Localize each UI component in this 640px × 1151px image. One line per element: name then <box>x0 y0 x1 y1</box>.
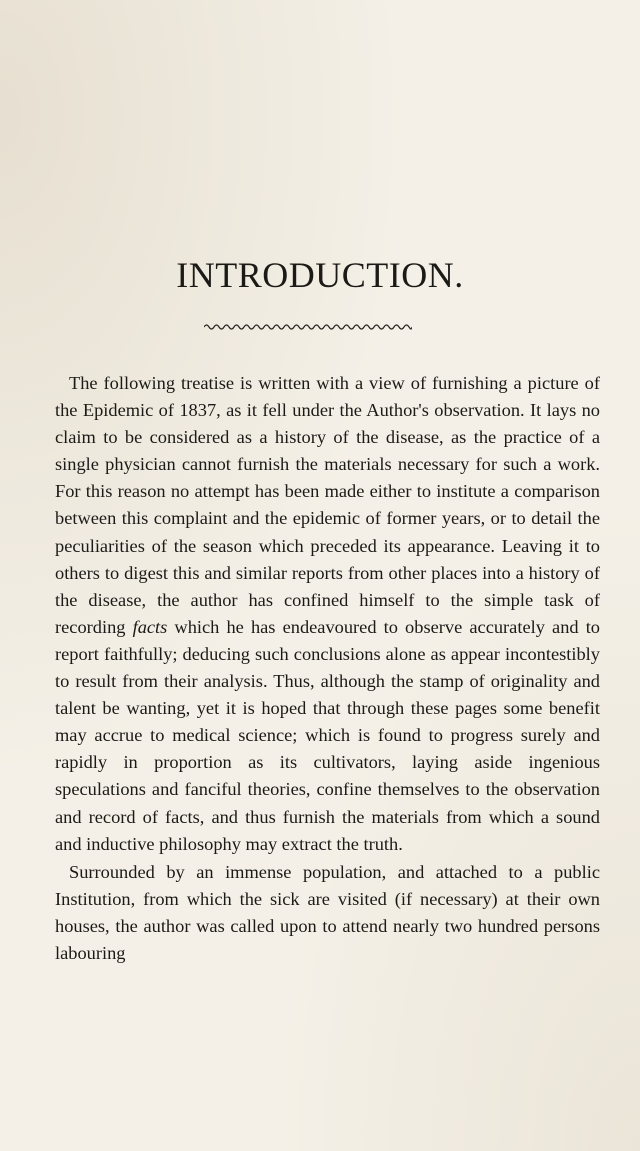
paragraph-1-text-end: which he has endeavoured to observe accurately and to report faithfully; deducing such conclusions alone as appear incontestibly to result from their analysis. Thus, although the stamp of originality and talent be wanting, yet it is hoped that through these pages some benefit may accrue to medical science; which is found to progress surely and rapidly in proportion as its cultivators, laying aside ingenious speculations and fanciful theories, confine themselves to the observation and record of facts, and thus furnish the materials from which a sound and inductive philosophy may extract the truth. <box>55 616 600 854</box>
paragraph-1 <box>55 370 600 858</box>
decorative-wavy-rule <box>204 322 412 332</box>
body-text <box>55 370 600 967</box>
paragraph-1-emphasis: facts <box>132 616 168 637</box>
paragraph-2-text: Surrounded by an immense population, and attached to a public Institution, from which the sick are visited (if necessary) at their own houses, the author was called upon to attend nearly two hundred persons labouring <box>55 861 600 963</box>
page-heading: INTRODUCTION. <box>176 255 464 295</box>
paragraph-1-text-start: The following treatise is written with a view of furnishing a picture of the Epidemic of 1837, as it fell under the Author's observation. It lays no claim to be considered as a history of the disease, as the practice of a single physician cannot furnish the materials necessary for such a work. For this reason no attempt has been made either to institute a comparison between this complaint and the epidemic of former years, or to detail the peculiarities of the season which preceded its appearance. Leaving it to others to digest this and similar reports from other places into a history of the disease, the author has confined himself to the simple task of recording <box>55 373 600 637</box>
paragraph-2 <box>55 859 600 967</box>
